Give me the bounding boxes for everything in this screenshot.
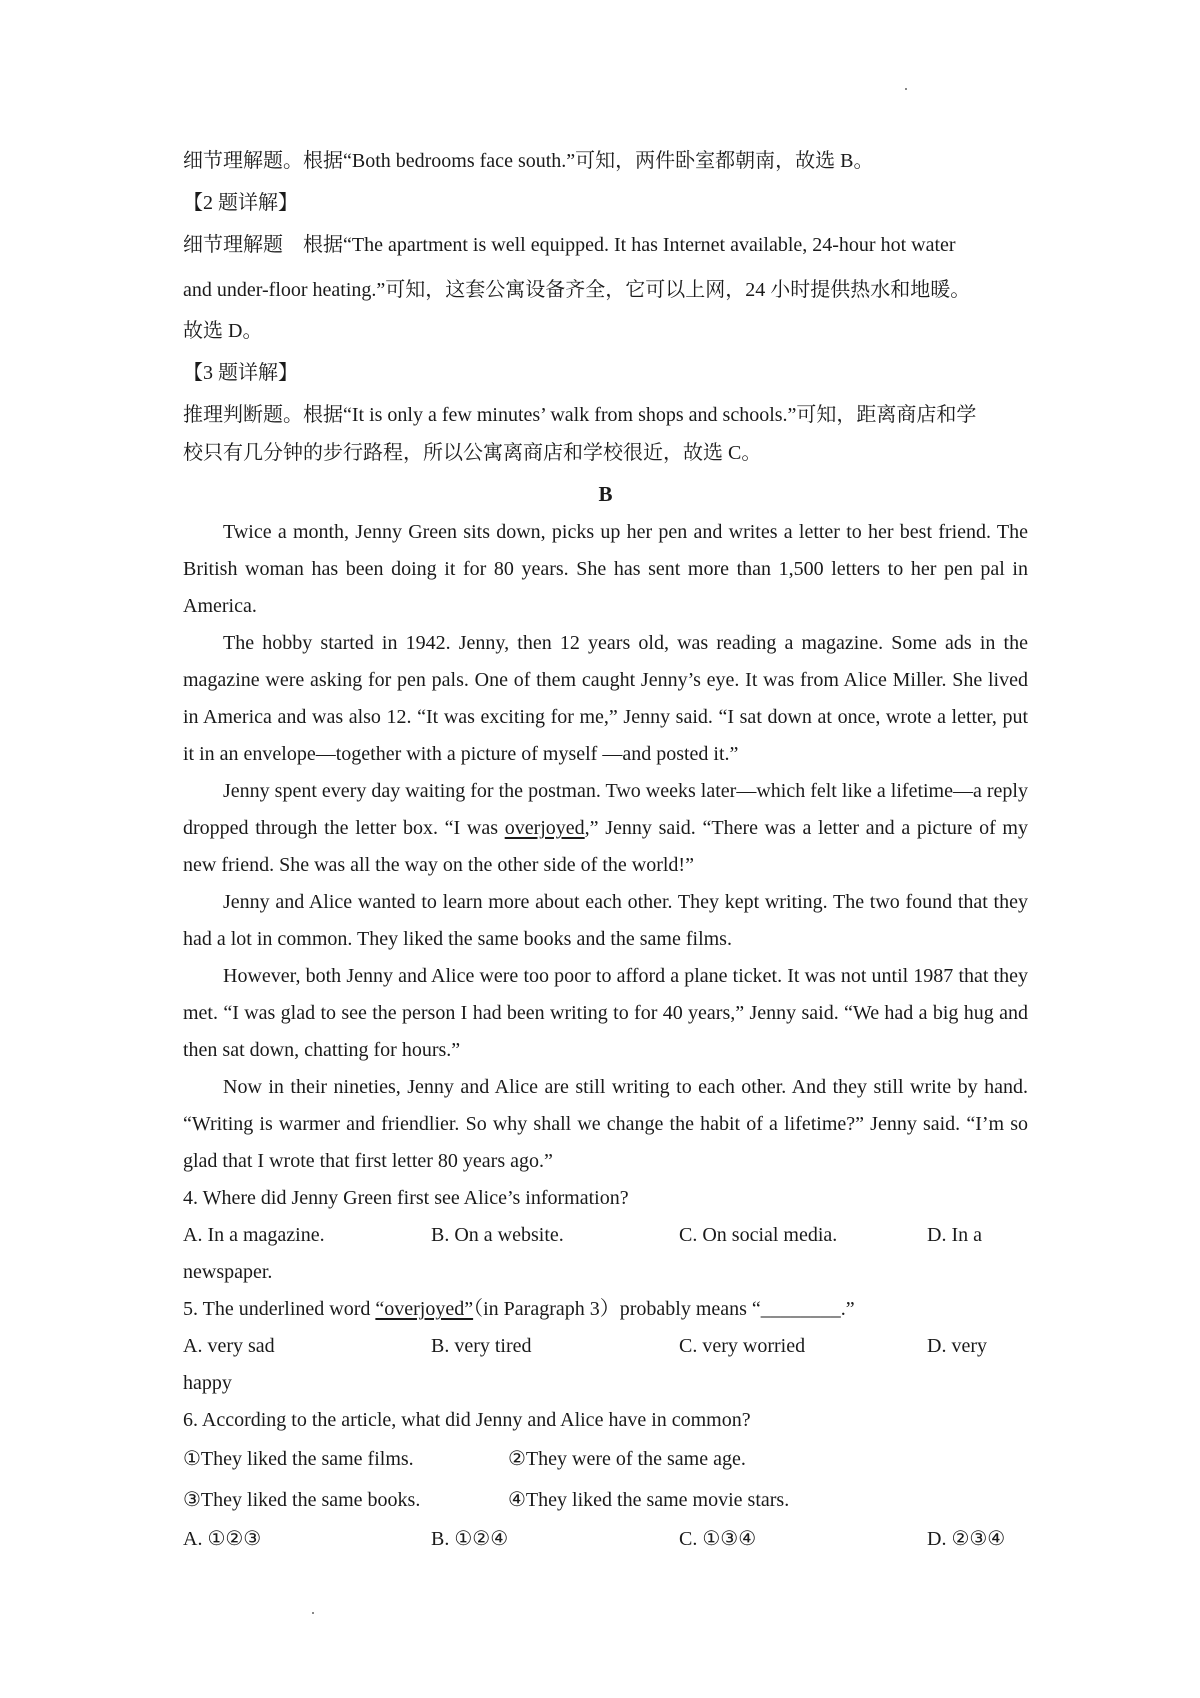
statement-2: ②They were of the same age. bbox=[508, 1448, 746, 1470]
paragraph-3-after: ,” Jenny said. “There was a letter and a picture of my new friend. She was all the way on the other side of the world!” bbox=[183, 817, 1028, 876]
scan-speck-bottom bbox=[312, 1612, 314, 1614]
q2-explanation-line-2: and under-floor heating.”可知，这套公寓设备齐全，它可以上网，24 小时提供热水和地暖。 bbox=[183, 279, 971, 301]
article-paragraph-2: The hobby started in 1942. Jenny, then 12 years old, was reading a magazine. Some ads in the magazine were asking for pen pals. One of them caught Jenny’s eye. It was from Alice Miller. She lived in America and was also 12. “It was exciting for me,” Jenny said. “I sat down at once, wrote a letter, put it in an envelope—together with a picture of myself —and posted it.” bbox=[183, 632, 1028, 765]
article-paragraph-5: However, both Jenny and Alice were too poor to afford a plane ticket. It was not until 1987 that they met. “I was glad to see the person I had been writing to for 40 years,” Jenny said. “We had a big hug and then sat down, chatting for hours.” bbox=[183, 965, 1028, 1061]
underlined-word: overjoyed bbox=[504, 817, 585, 839]
section-title: B bbox=[598, 482, 613, 506]
question-5-stem-before: 5. The underlined word bbox=[183, 1298, 376, 1320]
question-6-option-c: C. ①③④ bbox=[679, 1528, 757, 1550]
question-4-options bbox=[183, 1217, 1028, 1254]
question-6-option-b: B. ①②④ bbox=[431, 1528, 509, 1550]
question-5-option-c: C. very worried bbox=[679, 1335, 806, 1357]
question-4-option-b: B. On a website. bbox=[431, 1224, 564, 1246]
article-paragraph-4: Jenny and Alice wanted to learn more about each other. They kept writing. The two found that they had a lot in common. They liked the same books and the same films. bbox=[183, 891, 1028, 950]
question-6-statements-row-2 bbox=[183, 1480, 1028, 1521]
article-paragraph-3 bbox=[183, 773, 1028, 884]
paragraph-3-before: Jenny spent every day waiting for the postman. Two weeks later—which felt like a lifetime—a reply dropped through the letter box. “I was bbox=[183, 780, 1028, 839]
question-5-stem bbox=[183, 1291, 1028, 1328]
q3-header: 【3 题详解】 bbox=[183, 362, 298, 384]
question-5-stem-after: （in Paragraph 3）probably means “________.” bbox=[473, 1298, 855, 1320]
q3-explanation-line-1: 推理判断题。根据“It is only a few minutes’ walk from shops and schools.”可知，距离商店和学 bbox=[183, 404, 977, 426]
document-body bbox=[183, 142, 1028, 1558]
question-5-option-b: B. very tired bbox=[431, 1335, 532, 1357]
question-4-stem: 4. Where did Jenny Green first see Alice’s information? bbox=[183, 1187, 629, 1209]
statement-4: ④They liked the same movie stars. bbox=[508, 1489, 790, 1511]
q2-explanation-line-1: 细节理解题 根据“The apartment is well equipped. It has Internet available, 24-hour hot water bbox=[183, 234, 956, 256]
question-4-option-d: D. In a bbox=[927, 1224, 982, 1246]
question-6-statements-row-1 bbox=[183, 1439, 1028, 1480]
q3-explanation-line-2: 校只有几分钟的步行路程，所以公寓离商店和学校很近，故选 C。 bbox=[183, 442, 762, 464]
question-5-option-a: A. very sad bbox=[183, 1335, 275, 1357]
statement-1: ①They liked the same films. bbox=[183, 1448, 414, 1470]
article-paragraph-1: Twice a month, Jenny Green sits down, picks up her pen and writes a letter to her best friend. The British woman has been doing it for 80 years. She has sent more than 1,500 letters to her pen pal in America. bbox=[183, 521, 1028, 617]
question-5-options bbox=[183, 1328, 1028, 1365]
question-5-option-d: D. very bbox=[927, 1335, 987, 1357]
question-4-option-c: C. On social media. bbox=[679, 1224, 838, 1246]
q2-explanation-line-3: 故选 D。 bbox=[183, 320, 263, 342]
question-4-option-d-wrap: newspaper. bbox=[183, 1261, 273, 1283]
question-5-underlined-word: “overjoyed” bbox=[375, 1298, 474, 1320]
q2-header: 【2 题详解】 bbox=[183, 192, 298, 214]
question-6-options bbox=[183, 1521, 1028, 1558]
statement-3: ③They liked the same books. bbox=[183, 1489, 421, 1511]
q1-explanation: 细节理解题。根据“Both bedrooms face south.”可知，两件卧室都朝南，故选 B。 bbox=[183, 150, 874, 172]
article-paragraph-6: Now in their nineties, Jenny and Alice are still writing to each other. And they still write by hand. “Writing is warmer and friendlier. So why shall we change the habit of a lifetime?” Jenny said. “I’m so glad that I wrote that first letter 80 years ago.” bbox=[183, 1076, 1028, 1172]
question-6-option-a: A. ①②③ bbox=[183, 1528, 262, 1550]
scan-speck-top bbox=[905, 88, 907, 90]
question-5-option-d-wrap: happy bbox=[183, 1372, 232, 1394]
question-6-stem: 6. According to the article, what did Jenny and Alice have in common? bbox=[183, 1409, 751, 1431]
question-4-option-a: A. In a magazine. bbox=[183, 1224, 325, 1246]
question-6-option-d: D. ②③④ bbox=[927, 1528, 1006, 1550]
